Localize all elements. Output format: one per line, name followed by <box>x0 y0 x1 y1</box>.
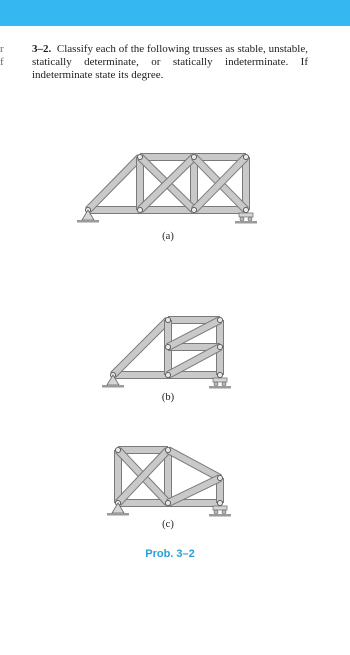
truss-c-joint-6 <box>217 500 222 505</box>
truss-c-roller-support-2-wheel-1 <box>214 510 218 514</box>
truss-c-joint-1 <box>115 447 120 452</box>
truss-b-joint-6 <box>165 344 170 349</box>
margin-mark-2: f <box>0 56 4 68</box>
truss-b-roller-support-2-wheel-2 <box>222 382 226 386</box>
truss-b-joint-3 <box>217 372 222 377</box>
truss-c-pin-support-1-base <box>107 513 129 516</box>
truss-b-roller-support-2-base <box>209 386 231 389</box>
truss-c-joint-5 <box>217 475 222 480</box>
truss-c-roller-support-2-base <box>209 514 231 517</box>
figure-label: Prob. 3–2 <box>145 548 195 560</box>
truss-a-joint-6 <box>191 154 196 159</box>
truss-b-joint-4 <box>165 317 170 322</box>
margin-mark-1: r <box>0 43 4 55</box>
truss-a-joint-2 <box>137 207 142 212</box>
truss-b-roller-support-2 <box>213 378 227 382</box>
truss-b-pin-support-1-base <box>102 385 124 388</box>
caption-a: (a) <box>162 231 174 242</box>
truss-b-member-4 <box>113 320 168 375</box>
truss-a-member-6 <box>88 157 140 210</box>
caption-c: (c) <box>162 519 174 530</box>
truss-b-member-9 <box>168 320 220 347</box>
truss-b-joint-5 <box>217 317 222 322</box>
truss-c-roller-support-2-wheel-2 <box>222 510 226 514</box>
truss-b-member-8 <box>168 347 220 375</box>
truss-a-roller-support-2 <box>239 213 253 217</box>
truss-a-joint-4 <box>243 207 248 212</box>
truss-b-roller-support-2-wheel-1 <box>214 382 218 386</box>
truss-c-roller-support-2 <box>213 506 227 510</box>
truss-c-joint-2 <box>165 447 170 452</box>
truss-a-joint-7 <box>243 154 248 159</box>
truss-a-joint-3 <box>191 207 196 212</box>
problem-number: 3–2. <box>32 43 52 55</box>
truss-a-roller-support-2-wheel-1 <box>240 217 244 221</box>
truss-a-roller-support-2-base <box>235 221 257 224</box>
truss-c-member-8 <box>168 450 220 478</box>
truss-a-joint-5 <box>137 154 142 159</box>
problem-text: Classify each of the following trusses as stable, unstable, statically determinate, or statically indeterminate. If indeterminate state its degree. <box>32 43 308 81</box>
truss-b-joint-2 <box>165 372 170 377</box>
truss-c-joint-4 <box>165 500 170 505</box>
truss-a-roller-support-2-wheel-2 <box>248 217 252 221</box>
truss-a-pin-support-1-base <box>77 220 99 223</box>
caption-b: (b) <box>161 392 175 403</box>
truss-b-joint-7 <box>217 344 222 349</box>
